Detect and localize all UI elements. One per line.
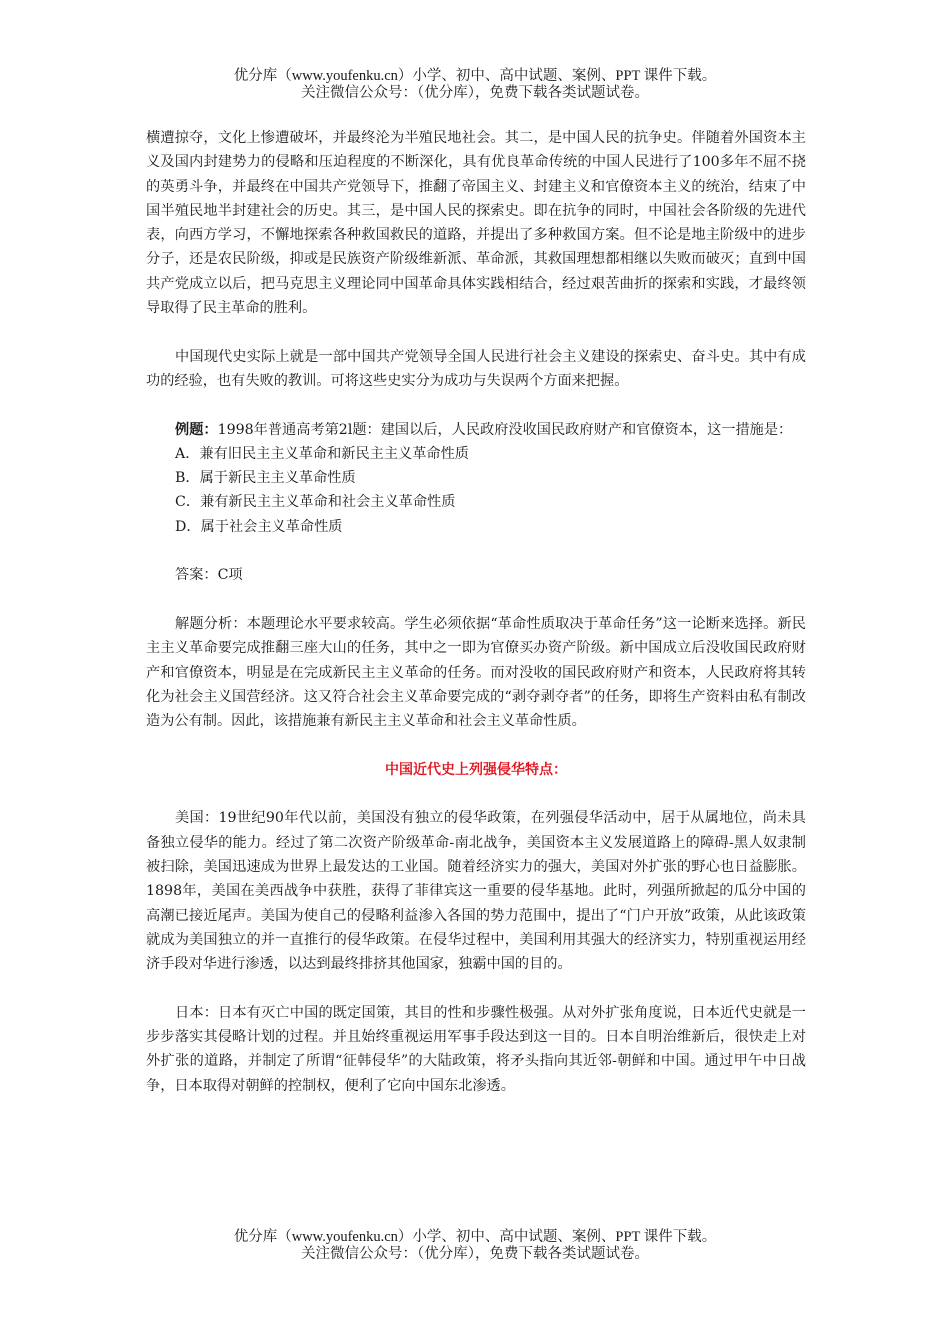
paragraph-contemporary-history: 中国现代史实际上就是一部中国共产党领导全国人民进行社会主义建设的探索史、奋斗史。其中有成功的经验，也有失败的教训。可将这些史实分为成功与失误两个方面来把握。	[146, 348, 806, 389]
example-text: 1998年普通高考第2l题：建国以后，人民政府没收国民政府财产和官僚资本，这一措施是：	[217, 421, 793, 438]
page-header	[0, 68, 950, 102]
paragraph-usa: 美国：19世纪90年代以前，美国没有独立的侵华政策，在列强侵华活动中，居于从属地位，尚未具备独立侵华的能力。经过了第二次资产阶级革命-南北战争，美国资本主义发展道路上的障碍-黑人奴隶制被扫除，美国迅速成为世界上最发达的工业国。随着经济实力的强大，美国对外扩张的野心也日益膨胀。1898年，美国在美西战争中获胜，获得了菲律宾这一重要的侵华基地。此时，列强所掀起的瓜分中国的高潮已接近尾声。美国为使自己的侵略利益渗入各国的势力范围中，提出了“门户开放”政策，从此该政策就成为美国独立的并一直推行的侵华政策。在侵华过程中，美国利用其强大的经济实力，特别重视运用经济手段对华进行渗透，以达到最终排挤其他国家，独霸中国的目的。	[146, 810, 806, 973]
footer-line-2: 关注微信公众号：（优分库），免费下载各类试题试卷。	[301, 1246, 649, 1262]
answer: 答案：C项	[175, 567, 243, 584]
option-b: B．属于新民主主义革命性质	[175, 470, 356, 487]
example-label: 例题：	[175, 421, 218, 438]
option-c: C．兼有新民主主义革命和社会主义革命性质	[175, 494, 456, 511]
header-line-1: 优分库（www.youfenku.cn）小学、初中、高中试题、案例、PPT 课件下载。	[233, 68, 717, 84]
example-question	[146, 418, 806, 442]
page-footer	[0, 1229, 950, 1263]
option-d: D．属于社会主义革命性质	[175, 518, 343, 535]
analysis-paragraph: 解题分析：本题理论水平要求较高。学生必须依据“革命性质取决于革命任务”这一论断来选择。新民主主义革命要完成推翻三座大山的任务，其中之一即为官僚买办资产阶级。新中国成立后没收国民政府财产和官僚资本，明显是在完成新民主主义革命的任务。而对没收的国民政府财产和资本，人民政府将其转化为社会主义国营经济。这又符合社会主义革命要完成的“剥夺剥夺者”的任务，即将生产资料由私有制改造为公有制。因此，该措施兼有新民主主义革命和社会主义革命性质。	[146, 615, 806, 730]
section-title: 中国近代史上列强侵华特点：	[385, 761, 567, 778]
header-line-2: 关注微信公众号：（优分库），免费下载各类试题试卷。	[301, 85, 649, 101]
option-a: A．兼有旧民主主义革命和新民主主义革命性质	[175, 445, 469, 462]
footer-line-1: 优分库（www.youfenku.cn）小学、初中、高中试题、案例、PPT 课件下载。	[233, 1229, 717, 1245]
document-body	[146, 126, 806, 1098]
paragraph-modern-history-intro: 横遭掠夺，文化上惨遭破坏，并最终沦为半殖民地社会。其二，是中国人民的抗争史。伴随着外国资本主义及国内封建势力的侵略和压迫程度的不断深化，具有优良革命传统的中国人民进行了100多年不屈不挠的英勇斗争，并最终在中国共产党领导下，推翻了帝国主义、封建主义和官僚资本主义的统治，结束了中国半殖民地半封建社会的历史。其三，是中国人民的探索史。即在抗争的同时，中国社会各阶级的先进代表，向西方学习，不懈地探索各种救国救民的道路，并提出了多种救国方案。但不论是地主阶级中的进步分子，还是农民阶级，抑或是民族资产阶级维新派、革命派，其救国理想都相继以失败而破灭；直到中国共产党成立以后，把马克思主义理论同中国革命具体实践相结合，经过艰苦曲折的探索和实践，才最终领导取得了民主革命的胜利。	[146, 130, 806, 317]
paragraph-japan: 日本：日本有灭亡中国的既定国策，其目的性和步骤性极强。从对外扩张角度说，日本近代史就是一步步落实其侵略计划的过程。并且始终重视运用军事手段达到这一目的。日本自明治维新后，很快走上对外扩张的道路，并制定了所谓“征韩侵华”的大陆政策，将矛头指向其近邻-朝鲜和中国。通过甲午中日战争，日本取得对朝鲜的控制权，便利了它向中国东北渗透。	[146, 1004, 806, 1094]
